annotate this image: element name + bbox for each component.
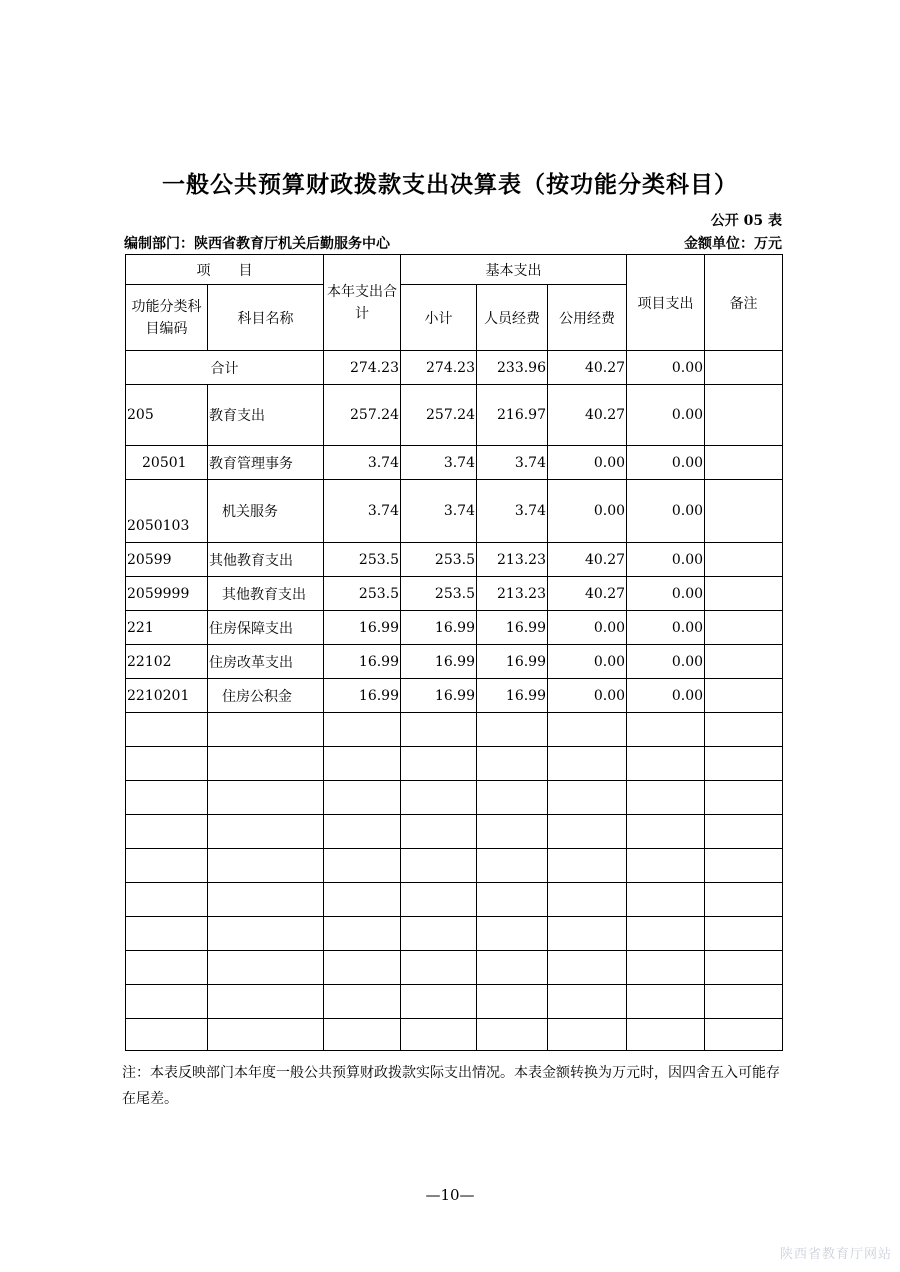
total-cell: 253.5 [324, 577, 401, 611]
remark-cell [705, 385, 783, 446]
project-cell: 0.00 [627, 577, 705, 611]
project-cell: 0.00 [627, 543, 705, 577]
name-cell: 其他教育支出 [208, 543, 324, 577]
header-basic: 基本支出 [401, 255, 627, 285]
page-title: 一般公共预算财政拨款支出决算表（按功能分类科目） [162, 172, 738, 198]
total-cell: 257.24 [324, 385, 401, 446]
total-cell: 253.5 [324, 543, 401, 577]
page-number: —10— [425, 1186, 475, 1204]
remark-cell [705, 611, 783, 645]
subtotal-cell: 253.5 [401, 543, 477, 577]
personnel-cell: 216.97 [477, 385, 548, 446]
subtotal-cell: 16.99 [401, 611, 477, 645]
personnel-cell: 233.96 [477, 351, 548, 385]
total-label: 合计 [126, 351, 324, 385]
header-name: 科目名称 [208, 285, 324, 351]
total-row [126, 351, 783, 385]
table-row [126, 679, 783, 713]
form-number: 公开 05 表 [710, 213, 782, 229]
remark-cell [705, 645, 783, 679]
header-item: 项 目 [126, 255, 324, 285]
total-cell: 3.74 [324, 480, 401, 543]
name-cell: 教育支出 [208, 385, 324, 446]
code-cell: 221 [126, 611, 208, 645]
personnel-cell: 16.99 [477, 611, 548, 645]
total-cell: 16.99 [324, 679, 401, 713]
total-cell: 274.23 [324, 351, 401, 385]
empty-row [126, 917, 783, 951]
table-row [126, 611, 783, 645]
subtotal-cell: 253.5 [401, 577, 477, 611]
subtotal-cell: 257.24 [401, 385, 477, 446]
remark-cell [705, 543, 783, 577]
code-cell: 2210201 [126, 679, 208, 713]
remark-cell [705, 679, 783, 713]
footnote: 注：本表反映部门本年度一般公共预算财政拨款实际支出情况。本表金额转换为万元时，因四舍五入可能存在尾差。 [122, 1065, 780, 1107]
public-cell: 40.27 [548, 577, 627, 611]
project-cell: 0.00 [627, 645, 705, 679]
subtotal-cell: 16.99 [401, 679, 477, 713]
table-row [126, 385, 783, 446]
code-cell: 20599 [126, 543, 208, 577]
public-cell: 40.27 [548, 351, 627, 385]
personnel-cell: 16.99 [477, 645, 548, 679]
code-cell: 20501 [126, 446, 208, 480]
subtotal-cell: 16.99 [401, 645, 477, 679]
personnel-cell: 3.74 [477, 446, 548, 480]
header-subtotal: 小计 [401, 285, 477, 351]
code-cell: 2050103 [126, 480, 208, 543]
public-cell: 0.00 [548, 679, 627, 713]
project-cell: 0.00 [627, 611, 705, 645]
header-project: 项目支出 [627, 255, 705, 351]
empty-row [126, 781, 783, 815]
subtotal-cell: 3.74 [401, 480, 477, 543]
expenditure-table [125, 254, 783, 1051]
total-cell: 16.99 [324, 611, 401, 645]
empty-row [126, 747, 783, 781]
public-cell: 0.00 [548, 611, 627, 645]
project-cell: 0.00 [627, 351, 705, 385]
empty-row [126, 849, 783, 883]
project-cell: 0.00 [627, 679, 705, 713]
empty-row [126, 713, 783, 747]
name-cell: 机关服务 [208, 480, 324, 543]
code-cell: 2059999 [126, 577, 208, 611]
public-cell: 40.27 [548, 385, 627, 446]
table-row [126, 543, 783, 577]
header-public: 公用经费 [548, 285, 627, 351]
name-cell: 住房公积金 [208, 679, 324, 713]
personnel-cell: 16.99 [477, 679, 548, 713]
public-cell: 0.00 [548, 645, 627, 679]
project-cell: 0.00 [627, 480, 705, 543]
public-cell: 0.00 [548, 446, 627, 480]
personnel-cell: 3.74 [477, 480, 548, 543]
subtotal-cell: 3.74 [401, 446, 477, 480]
personnel-cell: 213.23 [477, 543, 548, 577]
empty-row [126, 951, 783, 985]
remark-cell [705, 446, 783, 480]
watermark: 陕西省教育厅网站 [779, 1247, 892, 1262]
empty-row [126, 815, 783, 849]
table-row [126, 645, 783, 679]
remark-cell [705, 351, 783, 385]
name-cell: 住房保障支出 [208, 611, 324, 645]
project-cell: 0.00 [627, 385, 705, 446]
table-row [126, 446, 783, 480]
code-cell: 22102 [126, 645, 208, 679]
public-cell: 0.00 [548, 480, 627, 543]
name-cell: 教育管理事务 [208, 446, 324, 480]
remark-cell [705, 577, 783, 611]
personnel-cell: 213.23 [477, 577, 548, 611]
empty-row [126, 883, 783, 917]
header-personnel: 人员经费 [477, 285, 548, 351]
table-row [126, 577, 783, 611]
header-total: 本年支出合计 [324, 255, 401, 351]
public-cell: 40.27 [548, 543, 627, 577]
remark-cell [705, 480, 783, 543]
code-cell: 205 [126, 385, 208, 446]
name-cell: 其他教育支出 [208, 577, 324, 611]
department-label: 编制部门：陕西省教育厅机关后勤服务中心 [124, 236, 390, 252]
table-row [126, 480, 783, 543]
empty-row [126, 1019, 783, 1051]
name-cell: 住房改革支出 [208, 645, 324, 679]
project-cell: 0.00 [627, 446, 705, 480]
empty-row [126, 985, 783, 1019]
subtotal-cell: 274.23 [401, 351, 477, 385]
total-cell: 3.74 [324, 446, 401, 480]
total-cell: 16.99 [324, 645, 401, 679]
header-remark: 备注 [705, 255, 783, 351]
unit-label: 金额单位：万元 [684, 236, 782, 252]
header-code: 功能分类科目编码 [126, 285, 208, 351]
